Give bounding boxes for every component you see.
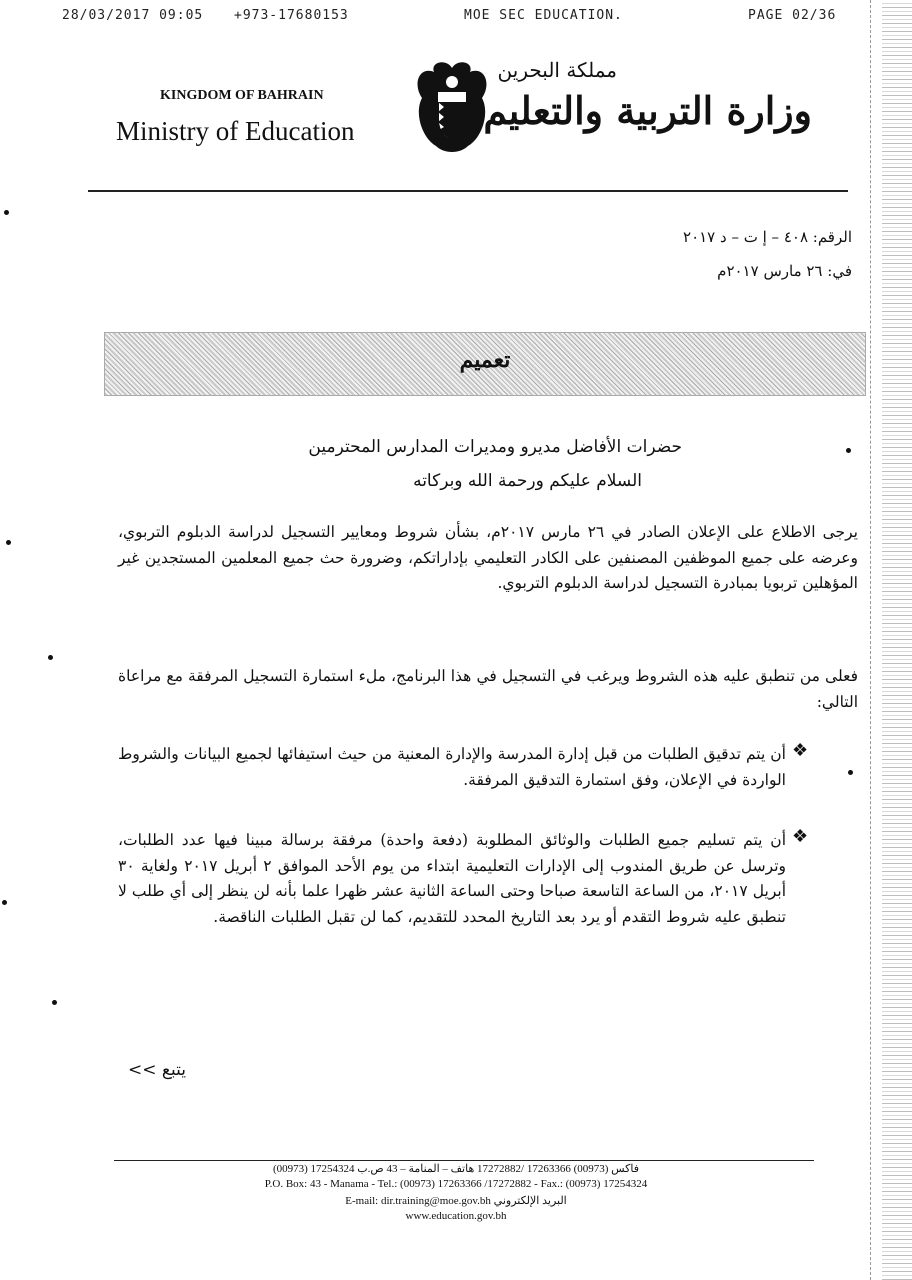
greeting-line: السلام عليكم ورحمة الله وبركاته bbox=[413, 471, 642, 491]
scan-edge-line bbox=[870, 0, 872, 1280]
bahrain-emblem-icon bbox=[412, 58, 492, 154]
body-paragraph-1: يرجى الاطلاع على الإعلان الصادر في ٢٦ مارس ٢٠١٧م، بشأن شروط ومعايير التسجيل لدراسة الدبلوم التربوي، وعرضه على جميع الموظفين المصنفين على الكادر التعليمي بإداراتكم، وضرورة حث جميع المعلمين المستجدين غير المؤهلين تربويا بمبادرة التسجيل لدراسة الدبلوم التربوي. bbox=[118, 523, 858, 592]
bullet-item-2: أن يتم تسليم جميع الطلبات والوثائق المطلوبة (دفعة واحدة) مرفقة برسالة مبينا فيها عدد الطلبات، وترسل عن طريق المندوب إلى الإدارات التعليمية ابتداء من يوم الأحد الموافق ٢ أبريل ٢٠١٧ ولغاية ٣٠ أبريل ٢٠١٧، من الساعة التاسعة صباحا وحتى الساعة الثانية عشر ظهرا علما بأنه لن ينظر إلى أي طلب لا تنطبق عليه شروط التقدم أو يرد بعد التاريخ المحدد للتقديم، كما لن تقبل الطلبات الناقصة. bbox=[118, 831, 786, 926]
fax-page: PAGE 02/36 bbox=[748, 8, 837, 23]
scan-speck bbox=[4, 210, 9, 215]
scan-edge-noise bbox=[882, 0, 912, 1280]
footer-english-contact: P.O. Box: 43 - Manama - Tel.: (00973) 17263366 /17272882 - Fax.: (00973) 17254324 bbox=[264, 1178, 648, 1190]
continued-note: يتبع >> bbox=[128, 1060, 186, 1080]
scan-speck bbox=[2, 900, 7, 905]
footer-website: www.education.gov.bh bbox=[405, 1210, 507, 1222]
scan-speck bbox=[846, 448, 851, 453]
footer-arabic-contact: (00973) 17254324 فاكس (00973) 17263366 /17272882 هاتف – المنامة – 43 ص.ب bbox=[272, 1163, 640, 1175]
body-paragraph-2: فعلى من تنطبق عليه هذه الشروط ويرغب في التسجيل في هذا البرنامج، ملء استمارة التسجيل المرفقة مع مراعاة التالي: bbox=[118, 667, 858, 711]
kingdom-name-ar: مملكة البحرين bbox=[497, 58, 617, 82]
addressee-line: حضرات الأفاضل مديرو ومديرات المدارس المحترمين bbox=[308, 437, 682, 457]
ministry-name-en: Ministry of Education bbox=[116, 116, 355, 146]
fax-sender: MOE SEC EDUCATION. bbox=[464, 8, 623, 23]
footer-email: E-mail: dir.training@moe.gov.bh البريد الإلكتروني bbox=[345, 1195, 567, 1207]
scan-speck bbox=[48, 655, 53, 660]
fax-datetime: 28/03/2017 09:05 bbox=[62, 8, 204, 23]
reference-date: في: ٢٦ مارس ٢٠١٧م bbox=[717, 262, 852, 280]
circular-title: تعميم bbox=[459, 347, 511, 373]
header-divider bbox=[88, 190, 848, 192]
fax-phone: +973-17680153 bbox=[234, 8, 349, 23]
scan-speck bbox=[6, 540, 11, 545]
scan-speck bbox=[848, 770, 853, 775]
bullet-item-1: أن يتم تدقيق الطلبات من قبل إدارة المدرسة والإدارة المعنية من حيث استيفائها لجميع البيانات والشروط الواردة في الإعلان، وفق استمارة التدقيق المرفقة. bbox=[118, 745, 786, 789]
scan-speck bbox=[52, 1000, 57, 1005]
kingdom-name-en: KINGDOM OF BAHRAIN bbox=[160, 88, 324, 103]
diamond-bullet-icon: ❖ bbox=[792, 826, 809, 847]
footer-divider bbox=[114, 1160, 814, 1161]
diamond-bullet-icon: ❖ bbox=[792, 740, 809, 761]
circular-banner bbox=[104, 332, 866, 396]
ministry-name-ar: وزارة التربية والتعليم bbox=[483, 88, 812, 133]
reference-number: الرقم: ٤٠٨ – إ ت – د ٢٠١٧ bbox=[683, 228, 852, 246]
